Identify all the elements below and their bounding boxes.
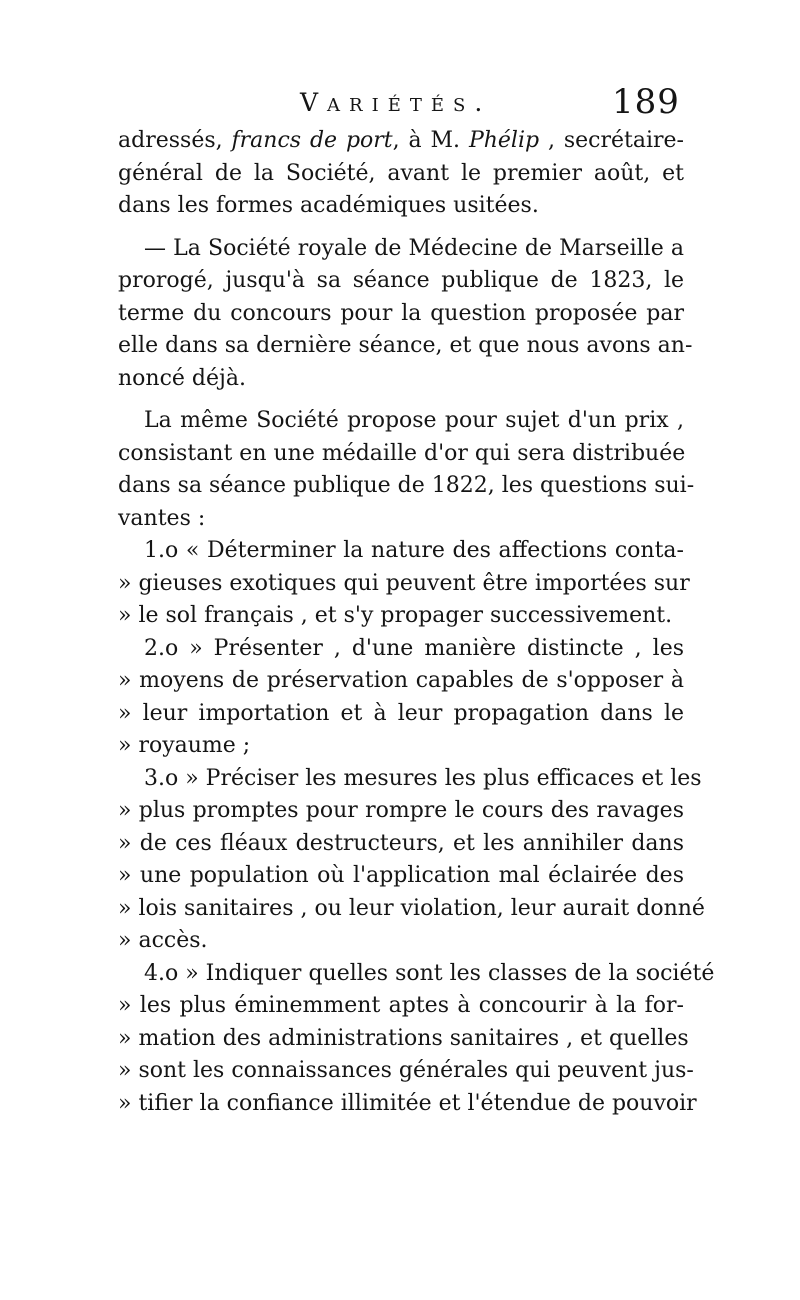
text-line: » leur importation et à leur propagation dans le [118,700,684,726]
text-line: 1.o « Déterminer la nature des affections conta- [144,538,684,563]
italic-name: Phélip [468,128,540,153]
text-line: 4.o » Indiquer quelles sont les classes de la société [144,960,715,986]
running-head: Variétés. [300,88,492,117]
text-line: noncé déjà. [118,365,246,391]
text-run: , à M. [392,128,469,153]
text-line: consistant en une médaille d'or qui sera distribuée [118,440,686,466]
question-2 [118,633,684,763]
text-run: , secrétaire- [539,128,684,153]
text-line: — La Société royale de Médecine de Marseille a [144,235,684,261]
page-number: 189 [612,82,680,122]
question-3 [118,763,705,958]
body-text [118,125,715,1120]
text-line: » de ces fléaux destructeurs, et les annihiler dans [118,830,684,856]
text-line: 2.o » Présenter , d'une manière distincte , les [144,635,684,661]
text-line: » les plus éminemment aptes à concourir à la for- [118,993,684,1018]
text-line: » plus promptes pour rompre le cours des ravages [118,798,684,823]
text-line: vantes : [118,505,206,531]
text-line: » accès. [118,928,208,953]
text-run: adressés, [118,128,232,153]
text-line: elle dans sa dernière séance, et que nous avons an- [118,333,693,358]
text-line: dans les formes académiques usitées. [118,193,539,218]
text-line: prorogé, jusqu'à sa séance publique de 1823, le [118,268,684,293]
text-line: dans sa séance publique de 1822, les questions sui- [118,473,695,498]
text-line: » lois sanitaires , ou leur violation, leur aurait donné [118,895,705,921]
italic-run: francs de port [231,128,393,153]
text-line: » gieuses exotiques qui peuvent être importées sur [118,570,690,596]
text-line: » une population où l'application mal éclairée des [118,863,684,888]
text-line: » moyens de préservation capables de s'opposer à [118,668,684,693]
paragraph-3 [118,405,695,535]
text-line: » royaume ; [118,733,251,758]
text-line: La même Société propose pour sujet d'un prix , [144,408,684,433]
paragraph-2 [118,233,693,396]
text-line [118,125,684,158]
question-1 [118,535,690,633]
text-line: » tifier la confiance illimitée et l'étendue de pouvoir [118,1090,697,1116]
text-line: » mation des administrations sanitaires , et quelles [118,1025,689,1051]
text-line: général de la Société, avant le premier août, et [118,160,684,186]
text-line: » le sol français , et s'y propager successivement. [118,603,673,628]
text-line: 3.o » Préciser les mesures les plus efficaces et les [144,765,702,791]
text-line: » sont les connaissances générales qui peuvent jus- [118,1058,694,1083]
text-line: terme du concours pour la question proposée par [118,300,684,326]
question-4 [118,958,715,1121]
paragraph-1 [118,125,684,223]
